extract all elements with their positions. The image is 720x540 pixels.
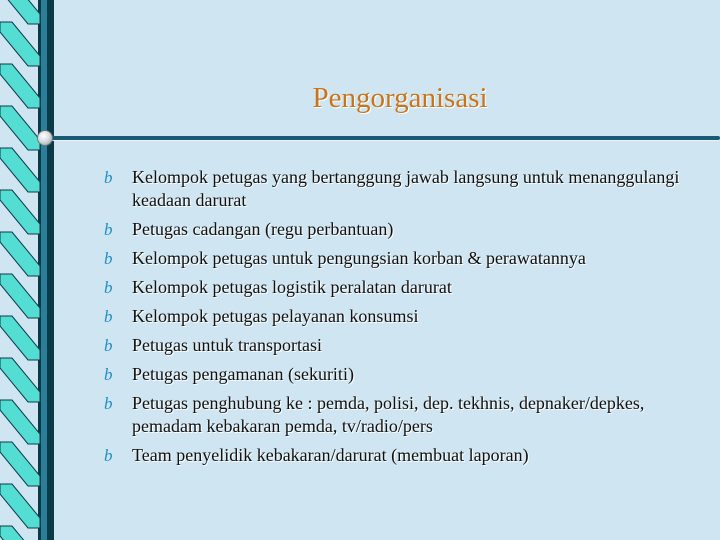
list-item — [104, 276, 704, 299]
bullet-icon: b — [104, 336, 113, 355]
list-item-text: Team penyelidik kebakaran/darurat (membuat laporan) — [132, 445, 529, 465]
bullet-list — [104, 166, 704, 473]
bullet-icon: b — [104, 220, 113, 239]
list-item — [104, 247, 704, 270]
list-item-text: Petugas untuk transportasi — [132, 335, 322, 355]
list-item — [104, 334, 704, 357]
list-item — [104, 218, 704, 241]
list-item — [104, 392, 704, 438]
left-vertical-bar-highlight — [41, 0, 47, 540]
stripe-segment — [0, 400, 40, 444]
list-item-text: Kelompok petugas logistik peralatan darurat — [132, 277, 452, 297]
list-item-text: Petugas cadangan (regu perbantuan) — [132, 219, 394, 239]
stripe-segment — [0, 232, 40, 276]
stripe-segment — [0, 358, 40, 402]
list-item — [104, 166, 704, 212]
list-item-text: Kelompok petugas untuk pengungsian korban & perawatannya — [132, 248, 586, 268]
bullet-icon: b — [104, 365, 113, 384]
bullet-icon: b — [104, 307, 113, 326]
bullet-icon: b — [104, 249, 113, 268]
bullet-icon: b — [104, 168, 113, 187]
stripe-segment — [0, 190, 40, 234]
list-item — [104, 444, 704, 467]
slide-title: Pengorganisasi — [312, 82, 488, 114]
stripe-segment — [0, 274, 40, 318]
stripe-segment — [0, 148, 40, 192]
stripe-segment — [0, 442, 40, 486]
list-item-text: Petugas penghubung ke : pemda, polisi, dep. tekhnis, depnaker/depkes, pemadam kebakaran pemda, tv/radio/pers — [132, 393, 645, 436]
title-divider-bar — [46, 136, 720, 140]
list-item — [104, 305, 704, 328]
stripe-segment — [0, 316, 40, 360]
list-item-text: Petugas pengamanan (sekuriti) — [132, 364, 354, 384]
divider-knob — [38, 131, 52, 145]
bullet-icon: b — [104, 394, 113, 413]
bullet-icon: b — [104, 278, 113, 297]
list-item-text: Kelompok petugas pelayanan konsumsi — [132, 306, 419, 326]
list-item — [104, 363, 704, 386]
stripe-segment — [0, 484, 40, 528]
stripe-segment — [0, 22, 40, 66]
bullet-icon: b — [104, 446, 113, 465]
stripe-segment — [0, 0, 40, 24]
list-item-text: Kelompok petugas yang bertanggung jawab langsung untuk menanggulangi keadaan darurat — [132, 167, 680, 210]
left-zigzag-stripes — [0, 0, 40, 540]
